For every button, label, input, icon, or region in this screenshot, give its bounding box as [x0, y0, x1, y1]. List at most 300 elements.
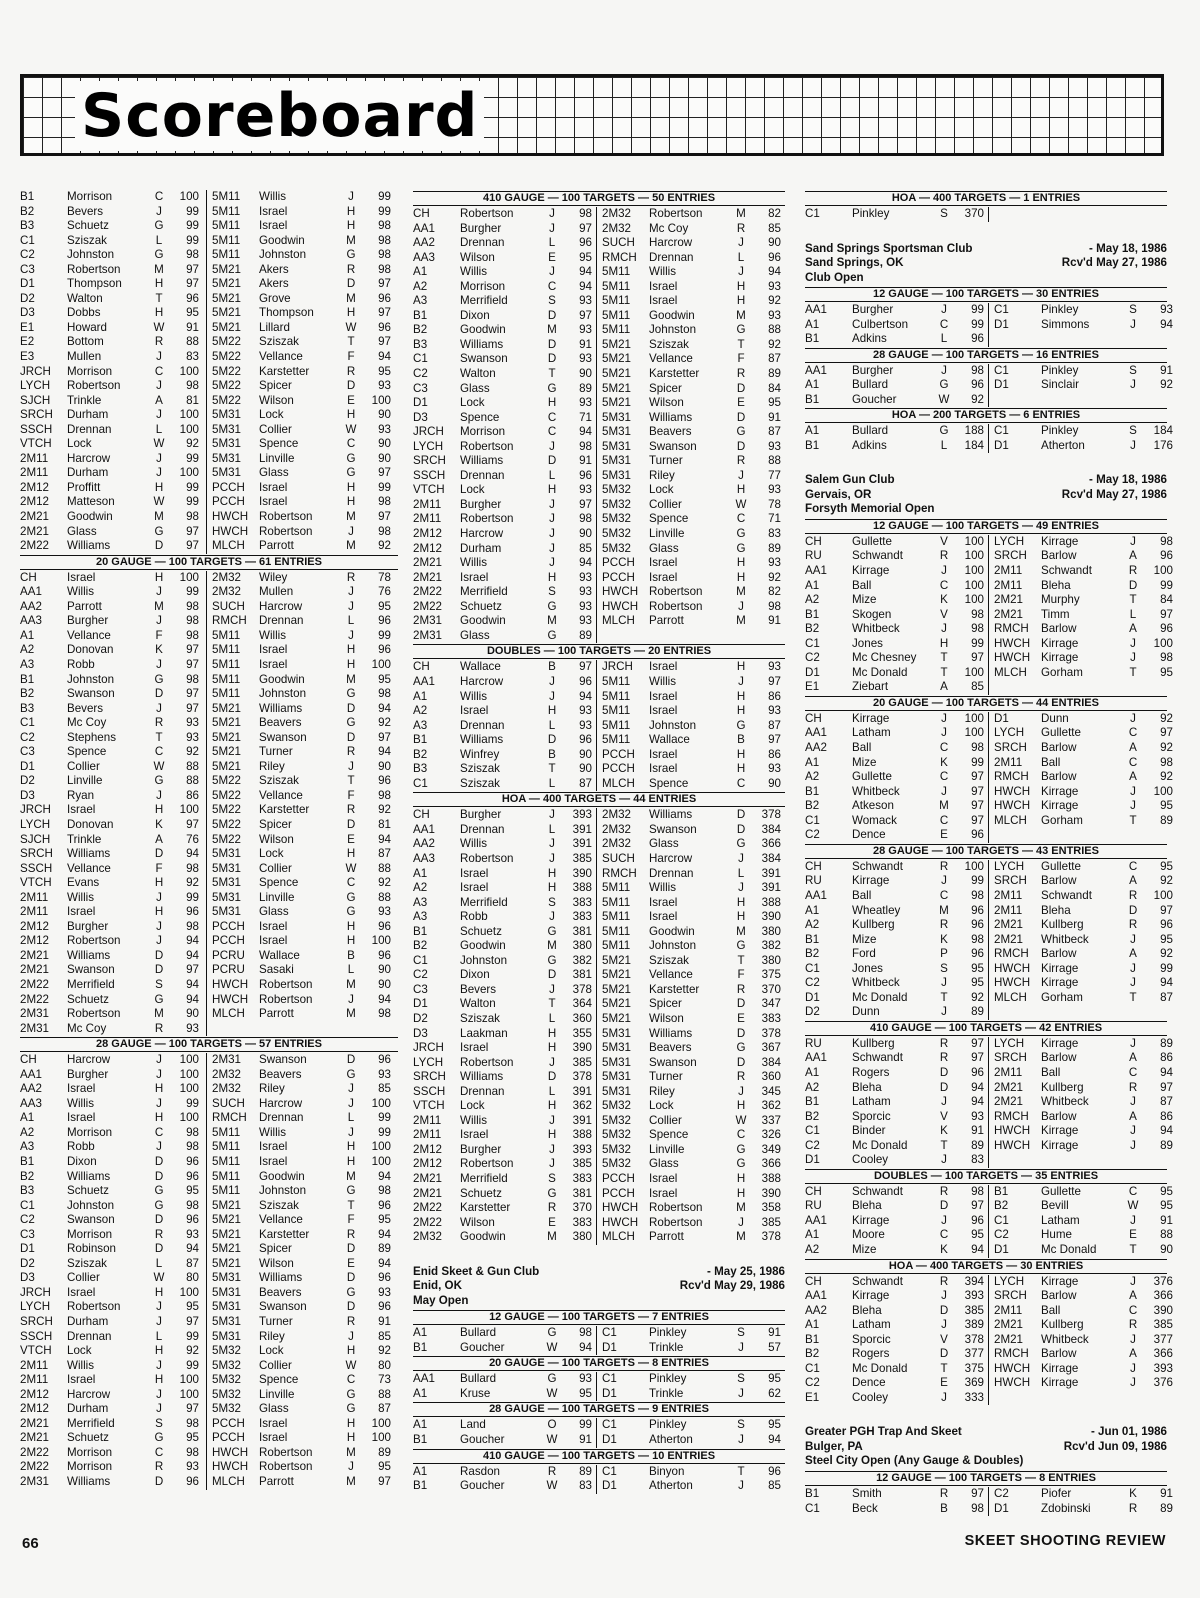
shooter-name: Williams	[460, 733, 504, 747]
shooter-name: Burgher	[460, 1142, 502, 1156]
shooter-name: Burgher	[852, 363, 894, 377]
score-cell: 95	[1160, 859, 1173, 873]
result-row	[20, 1271, 206, 1286]
score-cell: 99	[186, 219, 199, 233]
result-row	[413, 1099, 596, 1114]
result-row	[805, 889, 988, 904]
score-cell: 97	[186, 701, 199, 715]
shooter-name: Pinkley	[649, 1326, 687, 1340]
class-cell: SRCH	[413, 454, 446, 468]
class-cell: SRCH	[994, 1051, 1027, 1065]
class-cell: 2M11	[994, 578, 1023, 592]
shooter-initial: G	[547, 1372, 557, 1386]
shooter-initial: J	[348, 190, 354, 203]
shooter-initial: E	[347, 832, 355, 846]
shooter-initial: J	[1130, 438, 1136, 452]
score-cell: 98	[186, 1125, 199, 1139]
shooter-name: Gullette	[1041, 726, 1081, 740]
result-row	[602, 660, 785, 675]
result-row	[413, 512, 596, 527]
result-row	[805, 666, 988, 681]
results-right-half	[988, 860, 1177, 1020]
shooter-name: Beavers	[649, 425, 692, 439]
score-cell: 100	[371, 1431, 391, 1445]
score-cell: 99	[186, 1358, 199, 1372]
shooter-initial: A	[155, 393, 163, 407]
score-cell: 97	[579, 221, 592, 235]
class-cell: 2M12	[20, 495, 50, 509]
class-cell: 2M22	[20, 1460, 50, 1474]
shooter-initial: H	[346, 408, 356, 422]
shooter-name: Swanson	[67, 1213, 115, 1227]
shooter-initial: D	[547, 968, 557, 982]
result-row	[20, 920, 206, 935]
score-cell: 99	[186, 204, 199, 218]
class-cell: C1	[994, 363, 1009, 377]
score-cell: 376	[1153, 1376, 1173, 1390]
shooter-name: Murphy	[1041, 593, 1080, 607]
shooter-initial: E	[548, 250, 556, 264]
shooter-name: Dunn	[852, 1005, 880, 1019]
shooter-initial: H	[154, 1111, 164, 1125]
shooter-name: Kirrage	[1041, 799, 1079, 813]
class-cell: CH	[413, 808, 430, 822]
shooter-initial: J	[738, 468, 744, 482]
result-row	[20, 833, 206, 848]
shooter-initial: G	[736, 1157, 746, 1171]
result-row	[212, 1199, 398, 1214]
shooter-name: Israel	[649, 1172, 678, 1185]
class-cell: B2	[805, 947, 820, 961]
shooter-name: Goodwin	[259, 233, 305, 247]
shooter-initial: J	[549, 497, 555, 511]
score-cell: 97	[186, 277, 199, 291]
score-cell: 98	[1160, 755, 1173, 769]
result-row	[212, 539, 398, 554]
shooter-name: Lock	[460, 396, 485, 410]
score-cell: 96	[378, 1053, 391, 1067]
results-table	[20, 1053, 398, 1489]
class-cell: 2M32	[212, 1067, 242, 1081]
result-row	[805, 579, 988, 594]
class-cell: 5M11	[212, 657, 241, 671]
shooter-name: Linville	[259, 451, 295, 465]
shooter-name: Cooley	[852, 1153, 889, 1167]
shooter-name: Israel	[649, 294, 678, 308]
class-cell: MLCH	[212, 539, 245, 553]
class-cell: 5M22	[212, 817, 242, 831]
shooter-initial: K	[940, 593, 948, 607]
shooter-name: Schuetz	[67, 1184, 109, 1198]
shooter-initial: H	[346, 480, 356, 494]
results-left-half	[805, 1275, 988, 1406]
shooter-name: Drennan	[460, 468, 505, 482]
score-cell: 97	[1160, 1080, 1173, 1094]
result-row	[602, 968, 785, 983]
shooter-name: Harcrow	[67, 1053, 111, 1067]
shooter-name: Binyon	[649, 1464, 685, 1478]
result-row	[805, 1185, 988, 1200]
class-cell: 5M11	[212, 1125, 241, 1139]
page-title: Scoreboard	[75, 81, 484, 151]
shooter-name: Riley	[259, 1082, 285, 1096]
class-cell: 5M32	[602, 483, 632, 497]
class-cell: B1	[413, 924, 428, 938]
shooter-initial: D	[939, 1199, 949, 1213]
shooter-name: Thompson	[259, 306, 314, 320]
event-header: 12 GAUGE — 100 TARGETS — 30 ENTRIES	[805, 287, 1167, 302]
result-row	[994, 1214, 1177, 1229]
score-cell: 391	[761, 866, 781, 880]
result-row	[805, 549, 988, 564]
class-cell: MLCH	[602, 1230, 635, 1244]
shooter-name: Jones	[852, 636, 883, 650]
shooter-initial: T	[155, 291, 163, 305]
shooter-name: Johnston	[67, 672, 115, 686]
result-row	[602, 367, 785, 382]
class-cell: 5M11	[602, 279, 631, 293]
score-cell: 97	[971, 1486, 984, 1500]
shooter-name: Schuetz	[67, 992, 109, 1006]
shooter-initial: G	[346, 1184, 356, 1198]
class-cell: A1	[413, 1326, 428, 1340]
shooter-initial: S	[737, 1372, 745, 1386]
results-left-half	[805, 1487, 988, 1516]
score-cell: 366	[761, 837, 781, 851]
score-cell: 93	[579, 352, 592, 366]
results-right-half	[988, 1487, 1177, 1516]
results-left-half	[805, 364, 988, 408]
shooter-initial: K	[940, 932, 948, 946]
shooter-name: Israel	[67, 1285, 96, 1299]
result-row	[413, 323, 596, 338]
result-row	[413, 382, 596, 397]
shooter-name: Parrott	[649, 614, 684, 628]
shooter-initial: H	[154, 803, 164, 817]
class-cell: 5M31	[602, 439, 632, 453]
shooter-name: Pinkley	[649, 1418, 687, 1432]
shooter-initial: T	[347, 774, 355, 788]
shooter-initial: H	[736, 279, 746, 293]
class-cell: B1	[20, 1155, 35, 1168]
class-cell: B1	[805, 438, 820, 452]
result-row	[20, 423, 206, 438]
score-cell: 90	[378, 437, 391, 451]
event-date: - May 18, 1986	[1089, 241, 1167, 255]
result-row	[602, 352, 785, 367]
score-cell: 90	[1160, 1242, 1173, 1256]
shooter-initial: G	[547, 1186, 557, 1200]
class-cell: B3	[20, 1184, 35, 1198]
class-cell: 2M32	[602, 837, 632, 851]
shooter-initial: J	[1130, 651, 1136, 665]
shooter-name: Robertson	[460, 439, 514, 453]
shooter-initial: T	[548, 367, 556, 381]
class-cell: A1	[805, 317, 820, 331]
class-cell: D1	[602, 1479, 617, 1493]
class-cell: 2M11	[413, 1128, 442, 1142]
shooter-initial: R	[939, 1051, 949, 1065]
class-cell: 5M21	[212, 1213, 242, 1227]
results-left-half	[805, 860, 988, 1020]
shooter-initial: J	[1130, 1361, 1136, 1375]
score-cell: 97	[378, 510, 391, 524]
shooter-initial: M	[736, 585, 746, 599]
score-cell: 93	[768, 704, 781, 718]
score-cell: 96	[1160, 622, 1173, 636]
class-cell: 2M11	[413, 497, 442, 511]
shooter-initial: J	[738, 1084, 744, 1098]
shooter-initial: H	[346, 219, 356, 233]
shooter-initial: J	[1130, 1332, 1136, 1346]
class-cell: 2M11	[994, 1065, 1023, 1079]
result-row	[20, 1315, 206, 1330]
shooter-name: Collier	[67, 1271, 100, 1285]
class-cell: A1	[413, 689, 428, 703]
result-row	[602, 719, 785, 734]
shooter-initial: H	[346, 919, 356, 933]
score-cell: 77	[768, 468, 781, 482]
class-cell: CH	[20, 1053, 37, 1067]
results-table	[413, 1326, 785, 1355]
score-cell: 370	[572, 1201, 592, 1215]
result-row	[413, 777, 596, 792]
class-cell: D2	[805, 1005, 820, 1019]
score-cell: 370	[761, 982, 781, 996]
shooter-initial: L	[347, 1111, 355, 1125]
shooter-initial: T	[737, 337, 745, 351]
result-row	[994, 608, 1177, 623]
shooter-name: Willis	[460, 837, 488, 851]
shooter-name: Kirrage	[852, 1289, 890, 1303]
result-row	[212, 1359, 398, 1374]
score-cell: 93	[378, 379, 391, 393]
score-cell: 97	[1160, 607, 1173, 621]
score-cell: 99	[971, 317, 984, 331]
shooter-name: Turner	[259, 745, 293, 759]
results-right-half	[988, 207, 1167, 222]
result-row	[602, 1085, 785, 1100]
shooter-name: Merrifield	[460, 1172, 508, 1185]
shooter-name: Laakman	[460, 1026, 508, 1040]
shooter-initial: C	[736, 776, 746, 790]
shooter-initial: G	[346, 1067, 356, 1081]
event-header: HOA — 200 TARGETS — 6 ENTRIES	[805, 408, 1167, 423]
shooter-initial: H	[736, 910, 746, 924]
score-cell: 367	[761, 1041, 781, 1055]
result-row	[20, 658, 206, 673]
result-row	[413, 997, 596, 1012]
shooter-initial: C	[939, 317, 949, 331]
shooter-name: Beavers	[259, 716, 302, 730]
shooter-name: Proffitt	[67, 480, 101, 494]
result-row	[413, 571, 596, 586]
score-cell: 92	[378, 716, 391, 730]
result-row	[212, 525, 398, 540]
score-cell: 383	[572, 1172, 592, 1185]
class-cell: B2	[413, 939, 428, 953]
shooter-name: Durham	[67, 1315, 109, 1329]
shooter-initial: H	[154, 1082, 164, 1096]
score-cell: 97	[186, 963, 199, 977]
shooter-name: Israel	[649, 556, 678, 570]
score-cell: 81	[378, 817, 391, 831]
shooter-name: Kirrage	[1041, 1361, 1079, 1375]
shooter-name: Lock	[259, 847, 284, 861]
result-row	[20, 1344, 206, 1359]
shooter-name: Robertson	[649, 599, 703, 613]
shooter-name: Latham	[852, 1318, 891, 1332]
class-cell: A1	[413, 265, 428, 279]
result-row	[602, 411, 785, 426]
shooter-name: Spence	[649, 776, 689, 790]
score-cell: 99	[378, 1125, 391, 1139]
shooter-name: Sziszak	[460, 762, 500, 776]
shooter-initial: J	[156, 1315, 162, 1329]
shooter-name: Harcrow	[67, 451, 111, 465]
class-cell: 5M11	[602, 674, 631, 688]
result-row	[805, 535, 988, 550]
result-row	[602, 454, 785, 469]
class-cell: 5M11	[212, 204, 241, 218]
shooter-initial: R	[1128, 888, 1138, 902]
class-cell: JRCH	[20, 803, 51, 817]
shooter-name: Moore	[852, 1228, 885, 1242]
result-row	[805, 424, 988, 439]
shooter-initial: G	[346, 451, 356, 465]
shooter-initial: D	[346, 1300, 356, 1314]
result-row	[805, 622, 988, 637]
score-cell: 80	[378, 1358, 391, 1372]
result-row	[602, 1387, 785, 1402]
result-row	[805, 1228, 988, 1243]
score-cell: 94	[579, 265, 592, 279]
shooter-initial: C	[547, 279, 557, 293]
shooter-name: Culbertson	[852, 317, 909, 331]
results-table	[805, 711, 1173, 843]
result-row	[20, 905, 206, 920]
score-cell: 94	[1160, 317, 1173, 331]
result-row	[805, 860, 988, 875]
shooter-name: Drennan	[67, 422, 112, 436]
result-row	[805, 1037, 988, 1052]
result-row	[602, 777, 785, 792]
shooter-initial: G	[547, 381, 557, 395]
shooter-initial: R	[154, 716, 164, 730]
score-cell: 93	[579, 585, 592, 599]
score-cell: 383	[572, 910, 592, 924]
results-right-half	[206, 190, 398, 554]
shooter-name: Bleha	[852, 1080, 882, 1094]
result-row	[413, 1387, 596, 1402]
shooter-initial: G	[939, 378, 949, 392]
result-row	[212, 510, 398, 525]
result-row	[805, 1289, 988, 1304]
score-cell: 95	[378, 1213, 391, 1227]
shooter-name: Whitbeck	[1041, 1095, 1089, 1109]
shooter-name: Spence	[259, 1373, 299, 1387]
shooter-initial: J	[156, 451, 162, 465]
results-right-half	[988, 535, 1177, 695]
class-cell: PCCH	[602, 762, 635, 776]
shooter-name: Spence	[259, 876, 299, 890]
shooter-name: Whitbeck	[852, 976, 900, 990]
class-cell: 2M11	[20, 1358, 49, 1372]
shooter-initial: D	[154, 1242, 164, 1256]
shooter-initial: J	[156, 788, 162, 802]
score-cell: 91	[1160, 1213, 1173, 1227]
class-cell: D1	[20, 277, 35, 291]
shooter-initial: D	[547, 1070, 557, 1084]
class-cell: B2	[20, 687, 35, 701]
result-row	[20, 643, 206, 658]
class-cell: C2	[805, 828, 820, 842]
shooter-initial: G	[547, 599, 557, 613]
class-cell: 2M22	[20, 977, 50, 991]
class-cell: 5M32	[212, 1373, 242, 1387]
shooter-initial: M	[547, 614, 557, 628]
shooter-initial: J	[738, 599, 744, 613]
score-cell: 98	[971, 1501, 984, 1515]
score-cell: 91	[1160, 363, 1173, 377]
result-row	[602, 425, 785, 440]
score-cell: 93	[579, 614, 592, 628]
result-row	[805, 651, 988, 666]
result-row	[994, 364, 1177, 379]
result-row	[212, 774, 398, 789]
class-cell: A1	[20, 628, 35, 642]
shooter-initial: W	[153, 320, 165, 334]
shooter-initial: D	[939, 1065, 949, 1079]
shooter-name: Sziszak	[460, 776, 500, 790]
class-cell: HWCH	[994, 784, 1031, 798]
result-row	[994, 785, 1177, 800]
shooter-initial: J	[1130, 784, 1136, 798]
shooter-name: Gullette	[852, 770, 892, 784]
score-cell: 88	[768, 323, 781, 337]
class-cell: C1	[805, 636, 820, 650]
shooter-name: Israel	[259, 204, 288, 218]
result-row	[212, 716, 398, 731]
class-cell: HWCH	[602, 1215, 639, 1229]
result-row	[602, 954, 785, 969]
shooter-name: Kirrage	[852, 711, 890, 725]
class-cell: LYCH	[413, 439, 444, 453]
score-cell: 94	[378, 1256, 391, 1270]
shooter-initial: D	[346, 817, 356, 831]
shooter-initial: T	[940, 990, 948, 1004]
score-cell: 100	[964, 593, 984, 607]
class-cell: 5M21	[212, 291, 242, 305]
result-row	[413, 454, 596, 469]
score-cell: 389	[964, 1318, 984, 1332]
shooter-initial: S	[940, 207, 948, 220]
shooter-initial: D	[154, 1475, 164, 1489]
class-cell: C1	[413, 776, 428, 790]
result-row	[413, 1085, 596, 1100]
shooter-initial: J	[156, 1053, 162, 1067]
class-cell: C1	[805, 1361, 820, 1375]
class-cell: 5M11	[602, 881, 631, 895]
score-cell: 93	[579, 704, 592, 718]
class-cell: PCCH	[212, 1431, 245, 1445]
class-cell: 5M31	[602, 1041, 632, 1055]
result-row	[994, 874, 1177, 889]
result-row	[212, 905, 398, 920]
shooter-name: Willis	[460, 556, 488, 570]
shooter-initial: M	[939, 903, 949, 917]
shooter-name: Smith	[852, 1486, 882, 1500]
